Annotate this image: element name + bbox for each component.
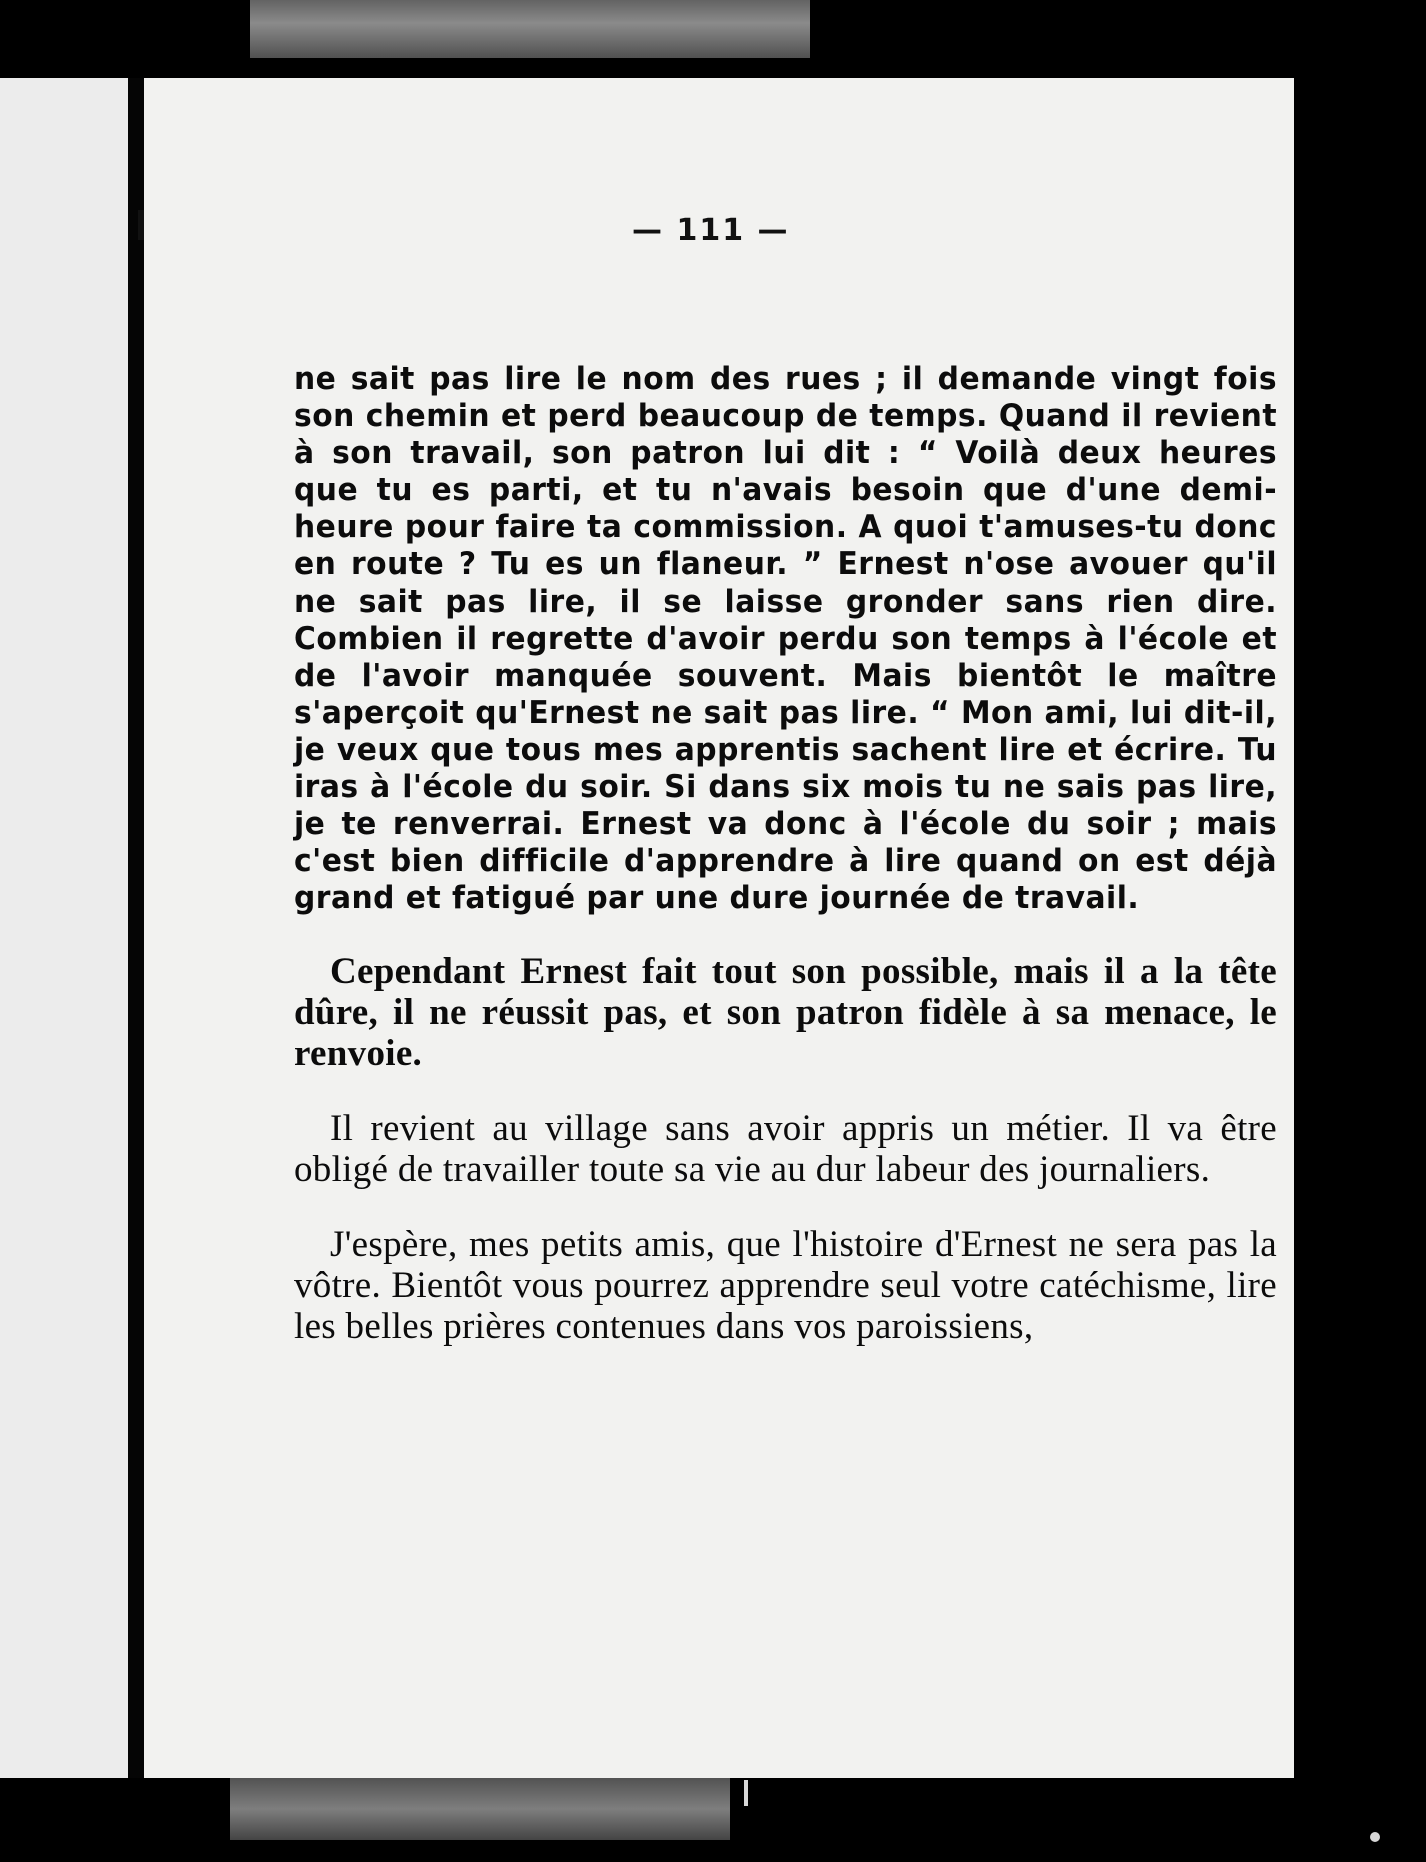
book-page	[144, 78, 1294, 1778]
scan-speck	[1370, 1832, 1380, 1842]
paragraph-gap	[294, 1074, 1277, 1108]
scan-mark	[744, 1780, 748, 1806]
paragraph-gap	[294, 917, 1277, 951]
paragraph-3: Il revient au village sans avoir appris un métier. Il va être obligé de travailler toute sa vie au dur labeur des journaliers.	[294, 1108, 1277, 1191]
left-page-edge	[0, 78, 128, 1778]
paragraph-2: Cependant Ernest fait tout son possible, mais il a la tête dûre, il ne réussit pas, et son patron fidèle à sa menace, le renvoie.	[294, 951, 1277, 1075]
paragraph-gap	[294, 1190, 1277, 1224]
paragraph-4: J'espère, mes petits amis, que l'histoire d'Ernest ne sera pas la vôtre. Bientôt vous pourrez apprendre seul votre catéchisme, lire les belles prières contenues dans vos paroissiens,	[294, 1224, 1277, 1348]
microfilm-edge-bottom	[230, 1778, 730, 1840]
page-number: — 111 —	[632, 213, 790, 248]
book-gutter	[128, 78, 144, 1778]
paragraph-1: ne sait pas lire le nom des rues ; il demande vingt fois son chemin et perd beaucoup de temps. Quand il revient à son travail, son patron lui dit : “ Voilà deux heures que tu es parti, et tu n'avais besoin que d'une demi-heure pour faire ta commission. A quoi t'amuses-tu donc en route ? Tu es un flaneur. ” Ernest n'ose avouer qu'il ne sait pas lire, il se laisse gronder sans rien dire. Combien il regrette d'avoir perdu son temps à l'école et de l'avoir manquée souvent. Mais bientôt le maître s'aperçoit qu'Ernest ne sait pas lire. “ Mon ami, lui dit-il, je veux que tous mes apprentis sachent lire et écrire. Tu iras à l'école du soir. Si dans six mois tu ne sais pas lire, je te renverrai. Ernest va donc à l'école du soir ; mais c'est bien difficile d'apprendre à lire quand on est déjà grand et fatigué par une dure journée de travail.	[294, 361, 1278, 917]
microfilm-edge-top	[250, 0, 810, 58]
page-text	[294, 361, 1277, 1347]
